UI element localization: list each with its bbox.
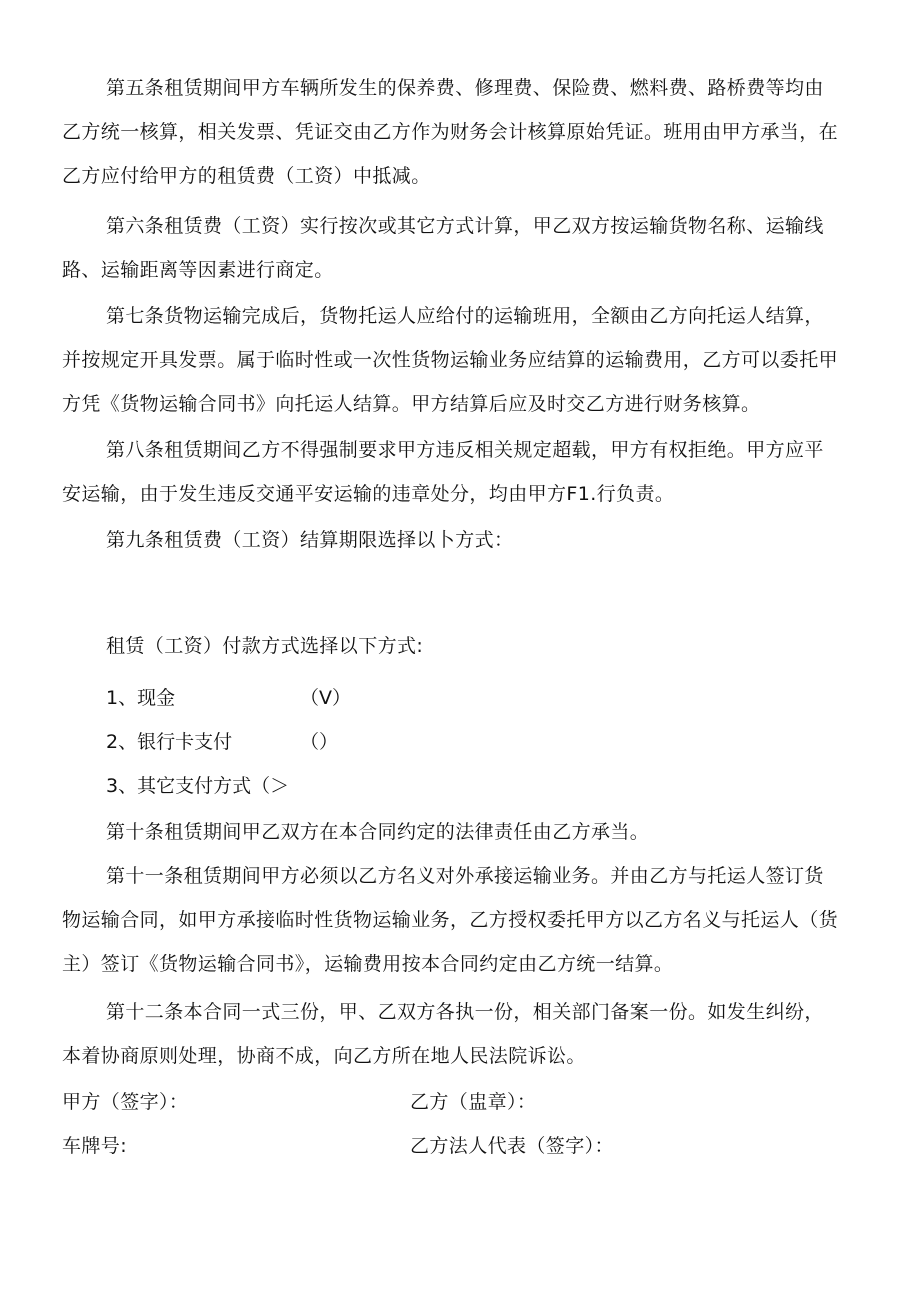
payment-method-intro: 租赁（工资）付款方式选择以下方式: [106, 635, 424, 657]
payment-option-label: 1、现金 [106, 687, 176, 709]
article-12-line-2: 本着协商原则处理，协商不成，向乙方所在地人民法院诉讼。 [62, 1045, 586, 1067]
article-11-line-2: 物运输合同，如甲方承接临时性货物运输业务，乙方授权委托甲方以乙方名义与托运人（货 [62, 909, 839, 931]
article-8-paragraph [62, 428, 862, 516]
payment-option-mark: （V） [300, 687, 351, 709]
article-11-line-1: 第十一条租赁期间甲方必须以乙方名义对外承接运输业务。并由乙方与托运人签订货 [106, 865, 824, 887]
article-12-paragraph [62, 990, 862, 1078]
party-b-seal-label: 乙方（盅章）： [410, 1091, 537, 1113]
article-11-line-3: 主）签订《货物运输合同书》，运输费用按本合同约定由乙方统一结算。 [62, 953, 674, 975]
article-9: 第九条租赁费（工资）结算期限选择以卜方式： [106, 529, 514, 551]
article-7-line-3: 方凭《货物运输合同书》向托运人结算。甲方结算后应及时交乙方进行财务核算。 [62, 393, 761, 415]
article-10: 第十条租赁期间甲乙双方在本合同约定的法律责任由乙方承当。 [106, 821, 650, 843]
article-7-line-2: 并按规定开具发票。属于临时性或一次性货物运输业务应结算的运输费用，乙方可以委托甲 [62, 349, 839, 371]
payment-option-other [106, 764, 289, 808]
payment-option-label: 2、银行卡支付 [106, 731, 233, 753]
legal-representative-signature-label: 乙方法人代表（签字）： [410, 1135, 614, 1157]
article-6-line-2: 路、运输距离等因素进行商定。 [62, 259, 334, 281]
payment-option-mark: （） [300, 731, 339, 753]
article-6-line-1: 第六条租赁费（工资）实行按次或其它方式计算，甲乙双方按运输货物名称、运输线 [106, 215, 824, 237]
article-12-line-1: 第十二条本合同一式三份，甲、乙双方各执一份，相关部门备案一份。如发生纠纷， [106, 1001, 824, 1023]
article-6-paragraph [62, 204, 862, 292]
article-8-line-2: 安运输，由于发生违反交通平安运输的违章处分，均由甲方F1.行负责。 [62, 483, 675, 505]
article-5-line-2: 乙方统一核算，相关发票、凭证交由乙方作为财务会计核算原始凭证。班用由甲方承当，在 [62, 121, 839, 143]
article-7-line-1: 第七条货物运输完成后，货物托运人应给付的运输班用，全额由乙方向托运人结算， [106, 305, 824, 327]
article-8-line-1: 第八条租赁期间乙方不得强制要求甲方违反相关规定超载，甲方有权拒绝。甲方应平 [106, 439, 824, 461]
party-a-signature-label: 甲方（签字）： [62, 1091, 189, 1113]
payment-option-cash [106, 676, 351, 720]
article-5-line-3: 乙方应付给甲方的租赁费（工资）中抵减。 [62, 165, 431, 187]
payment-option-label: 3、其它支付方式（＞ [106, 775, 290, 797]
article-7-paragraph [62, 294, 862, 426]
article-11-paragraph [62, 854, 862, 986]
article-5-paragraph [62, 66, 862, 198]
plate-number-label: 车牌号: [62, 1135, 128, 1157]
article-5-line-1: 第五条租赁期间甲方车辆所发生的保养费、修理费、保险费、燃料费、路桥费等均由 [106, 77, 824, 99]
payment-option-bank-card [106, 720, 339, 764]
